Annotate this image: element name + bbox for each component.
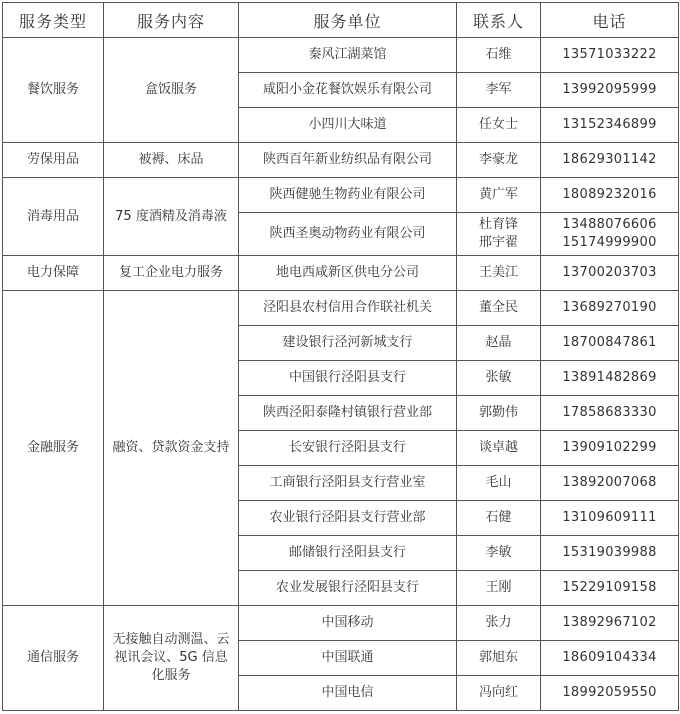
- phone-cell: 13992095999: [541, 73, 679, 108]
- phone-cell: 13689270190: [541, 291, 679, 326]
- contact-cell: 李敏: [457, 536, 541, 571]
- phone-cell: 18700847861: [541, 326, 679, 361]
- contact-cell: 李豪龙: [457, 143, 541, 178]
- phone-cell: 18629301142: [541, 143, 679, 178]
- service-unit-cell: 陕西健驰生物药业有限公司: [239, 178, 457, 213]
- table-row: [3, 256, 679, 291]
- service-unit-cell: 中国银行泾阳县支行: [239, 361, 457, 396]
- service-content-cell: 75 度酒精及消毒液: [104, 178, 239, 256]
- header-service-type: 服务类型: [3, 3, 104, 38]
- phone-cell: 15229109158: [541, 571, 679, 606]
- service-unit-cell: 咸阳小金花餐饮娱乐有限公司: [239, 73, 457, 108]
- phone-cell: 18089232016: [541, 178, 679, 213]
- header-row: [3, 3, 679, 38]
- service-unit-cell: 泾阳县农村信用合作联社机关: [239, 291, 457, 326]
- service-type-cell: 餐饮服务: [3, 38, 104, 143]
- header-service-unit: 服务单位: [239, 3, 457, 38]
- contact-cell: 石健: [457, 501, 541, 536]
- phone-cell: 13109609111: [541, 501, 679, 536]
- contact-cell: [457, 213, 541, 256]
- phone-number: 13488076606: [562, 217, 657, 232]
- service-unit-cell: 地电西咸新区供电分公司: [239, 256, 457, 291]
- contact-name: 邢宇翟: [478, 235, 518, 250]
- service-unit-cell: 陕西圣奥动物药业有限公司: [239, 213, 457, 256]
- service-type-cell: 消毒用品: [3, 178, 104, 256]
- service-unit-cell: 陕西泾阳泰隆村镇银行营业部: [239, 396, 457, 431]
- table-row: [3, 291, 679, 326]
- phone-cell: 13700203703: [541, 256, 679, 291]
- contact-cell: 郭旭东: [457, 641, 541, 676]
- table-row: [3, 143, 679, 178]
- service-unit-cell: 农业银行泾阳县支行营业部: [239, 501, 457, 536]
- phone-cell: 17858683330: [541, 396, 679, 431]
- contact-cell: 毛山: [457, 466, 541, 501]
- service-content-cell: 盒饭服务: [104, 38, 239, 143]
- service-unit-cell: 陕西百年新业纺织品有限公司: [239, 143, 457, 178]
- phone-cell: 13892967102: [541, 606, 679, 641]
- service-type-cell: 通信服务: [3, 606, 104, 711]
- phone-cell: [541, 213, 679, 256]
- service-unit-cell: 工商银行泾阳县支行营业室: [239, 466, 457, 501]
- service-unit-cell: 中国移动: [239, 606, 457, 641]
- service-content-cell: 融资、贷款资金支持: [104, 291, 239, 606]
- contact-cell: 张敏: [457, 361, 541, 396]
- contact-cell: 张力: [457, 606, 541, 641]
- contact-cell: 任女士: [457, 108, 541, 143]
- service-unit-cell: 秦风江湖菜馆: [239, 38, 457, 73]
- service-content-cell: 复工企业电力服务: [104, 256, 239, 291]
- table-row: [3, 606, 679, 641]
- service-unit-cell: 农业发展银行泾阳县支行: [239, 571, 457, 606]
- service-type-cell: 劳保用品: [3, 143, 104, 178]
- service-type-cell: 电力保障: [3, 256, 104, 291]
- service-unit-cell: 中国联通: [239, 641, 457, 676]
- phone-cell: 18992059550: [541, 676, 679, 711]
- contact-cell: 黄广军: [457, 178, 541, 213]
- header-phone: 电话: [541, 3, 679, 38]
- service-type-cell: 金融服务: [3, 291, 104, 606]
- service-unit-cell: 长安银行泾阳县支行: [239, 431, 457, 466]
- table-row: [3, 178, 679, 213]
- contact-name: 杜育锋: [478, 217, 518, 232]
- phone-cell: 15319039988: [541, 536, 679, 571]
- contact-cell: 谈卓越: [457, 431, 541, 466]
- contact-cell: 冯向红: [457, 676, 541, 711]
- contact-cell: 李军: [457, 73, 541, 108]
- header-service-content: 服务内容: [104, 3, 239, 38]
- phone-cell: 13892007068: [541, 466, 679, 501]
- service-unit-cell: 邮储银行泾阳县支行: [239, 536, 457, 571]
- contact-cell: 赵晶: [457, 326, 541, 361]
- header-contact: 联系人: [457, 3, 541, 38]
- phone-number: 15174999900: [562, 235, 657, 250]
- phone-cell: 13909102299: [541, 431, 679, 466]
- service-content-cell: 被褥、床品: [104, 143, 239, 178]
- contact-cell: 王刚: [457, 571, 541, 606]
- service-contact-table: [2, 2, 679, 711]
- table-row: [3, 38, 679, 73]
- service-unit-cell: 小四川大味道: [239, 108, 457, 143]
- contact-cell: 郭勤伟: [457, 396, 541, 431]
- service-unit-cell: 建设银行泾河新城支行: [239, 326, 457, 361]
- service-content-cell: 无接触自动测温、云视讯会议、5G 信息化服务: [104, 606, 239, 711]
- phone-cell: 18609104334: [541, 641, 679, 676]
- contact-cell: 董全民: [457, 291, 541, 326]
- phone-cell: 13571033222: [541, 38, 679, 73]
- contact-cell: 王美江: [457, 256, 541, 291]
- contact-cell: 石维: [457, 38, 541, 73]
- phone-cell: 13152346899: [541, 108, 679, 143]
- service-unit-cell: 中国电信: [239, 676, 457, 711]
- phone-cell: 13891482869: [541, 361, 679, 396]
